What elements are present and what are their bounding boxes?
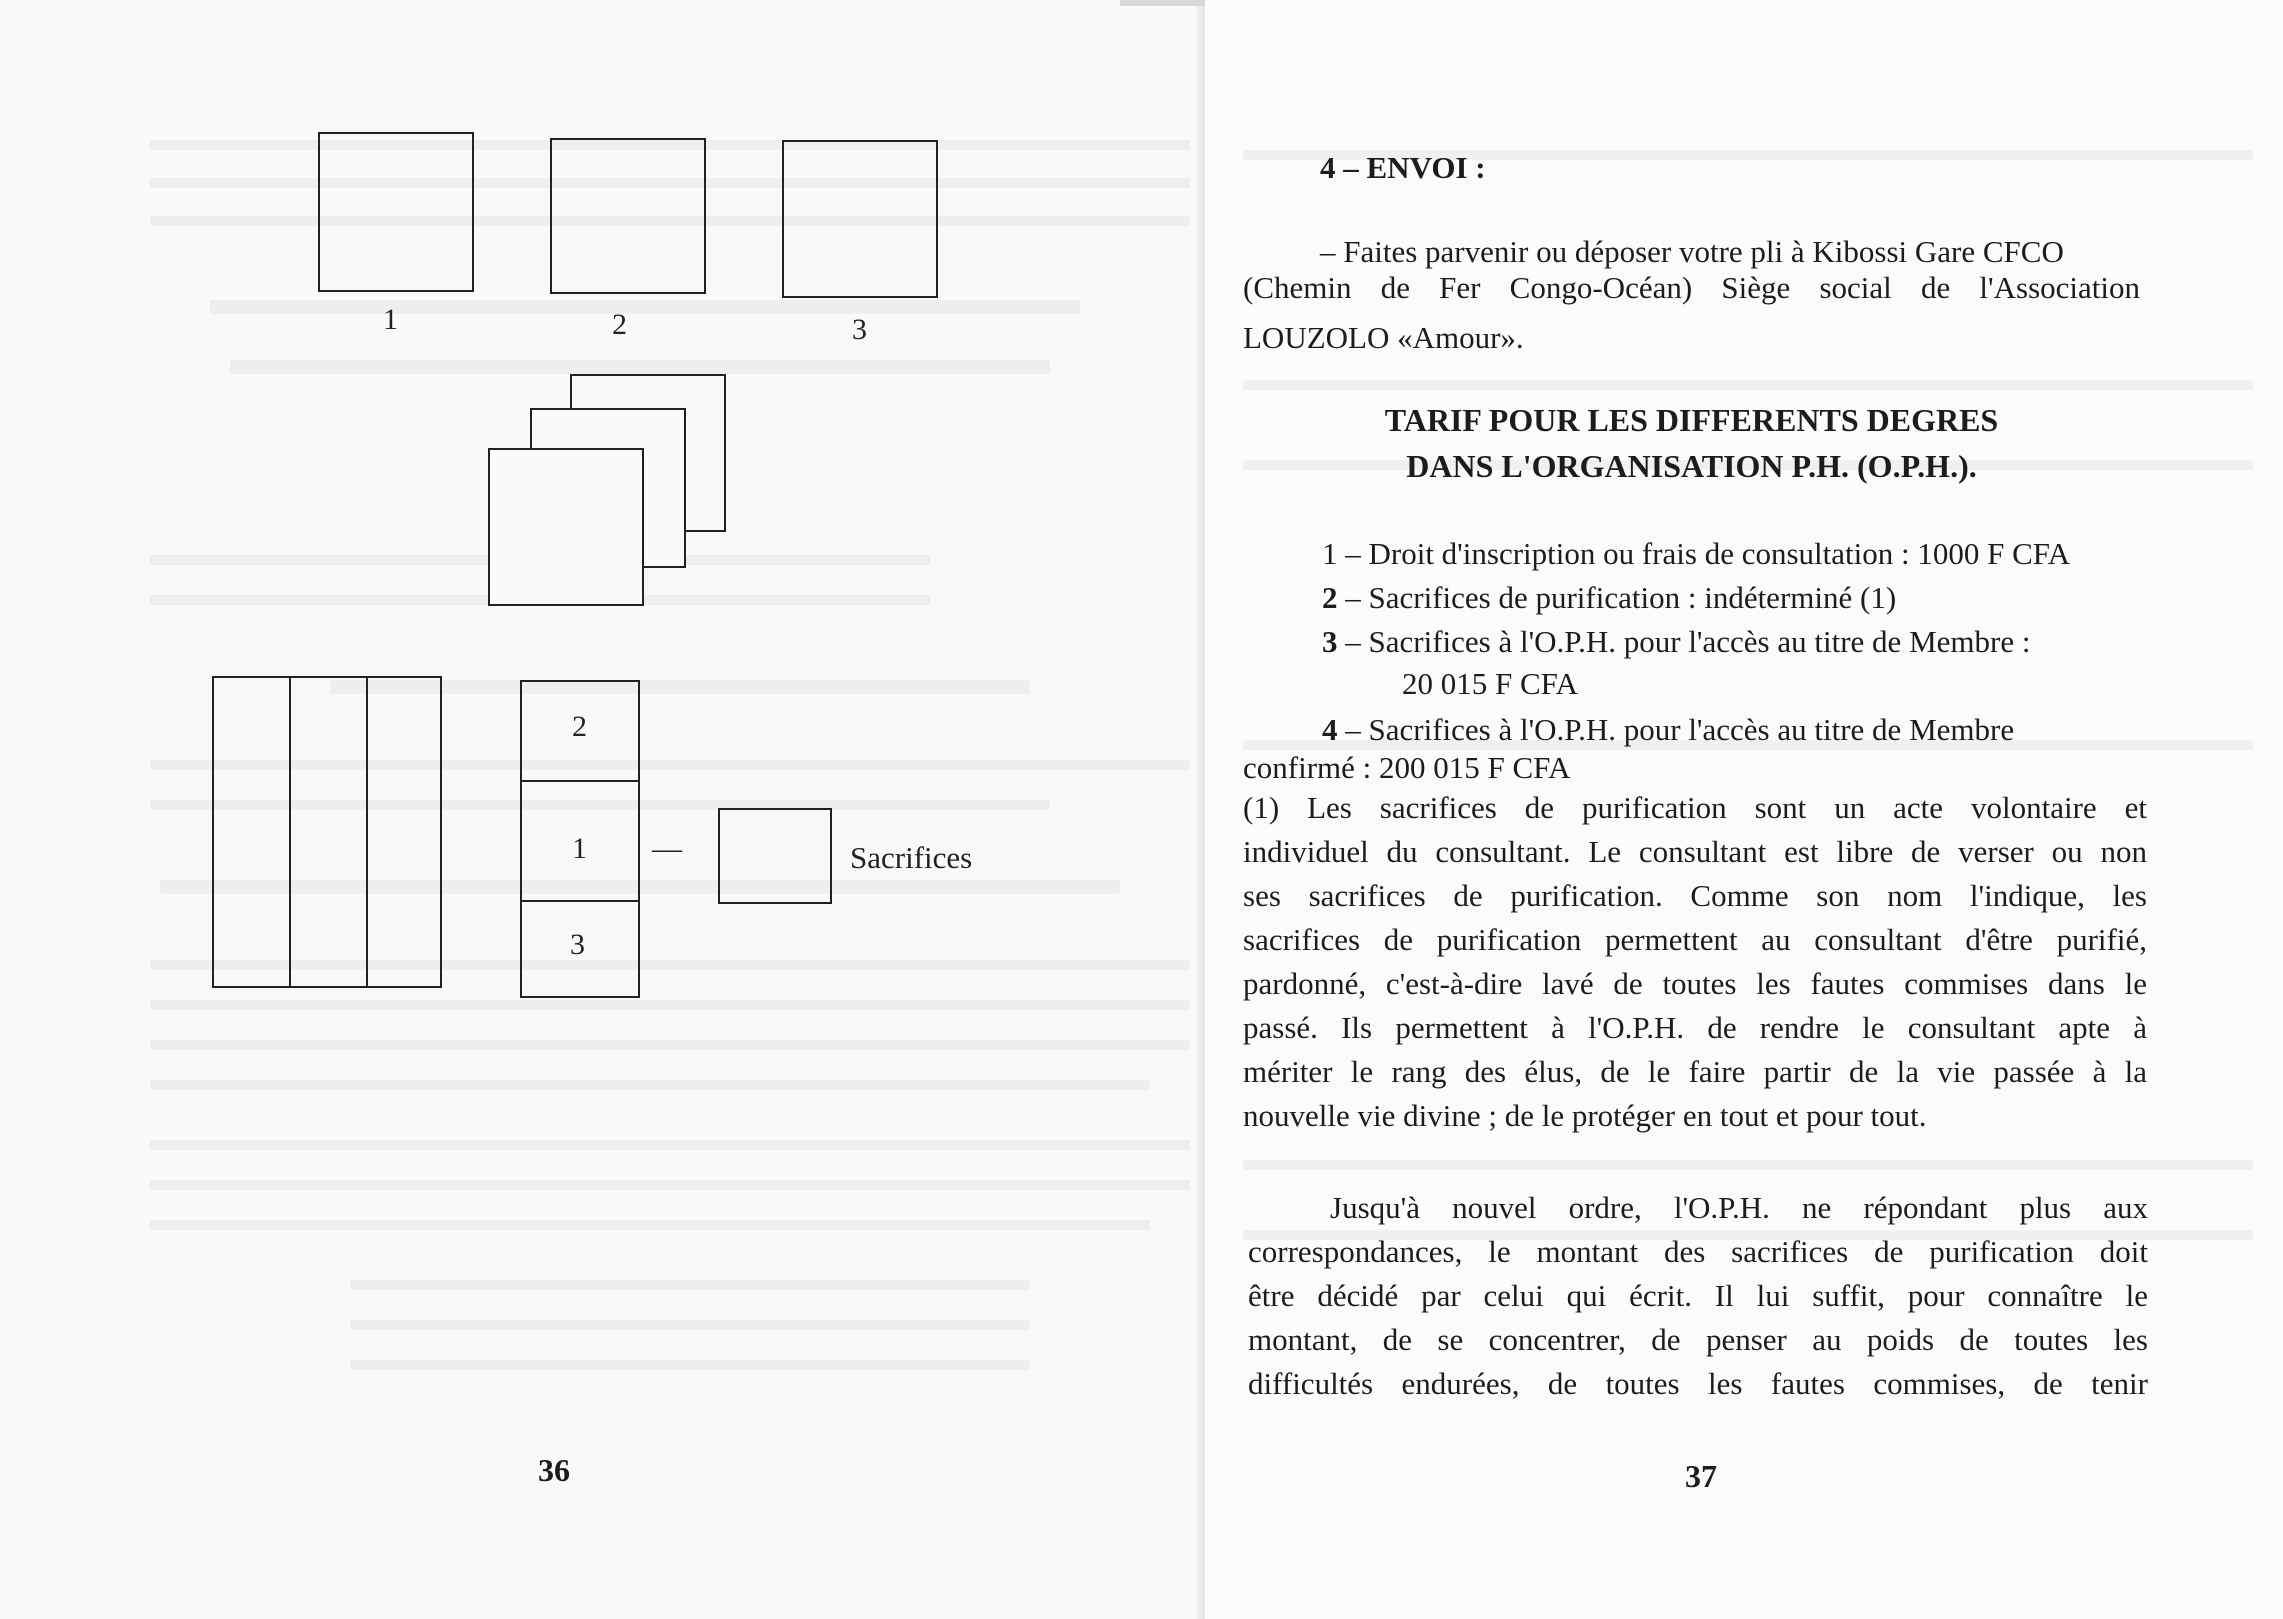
bleed-through-line [350,1280,1030,1290]
page-number: 36 [538,1452,570,1488]
diagram-label: 1 [572,832,587,865]
diagram-label: 3 [852,313,867,346]
paragraph-line: difficultés endurées, de toutes les fautes commises, de tenir [1248,1366,2148,1401]
paragraph-line: correspondances, le montant des sacrifices de purification doit [1248,1234,2148,1269]
envoi-heading: 4 – ENVOI : [1320,150,1486,185]
bleed-through-line [150,1040,1190,1050]
tarif-item [1322,532,2070,576]
bleed-through-line [150,1140,1190,1150]
connector-dash: — [652,832,682,865]
footnote-line: ses sacrifices de purification. Comme son nom l'indique, les [1243,878,2147,913]
tarif-item-text: – Droit d'inscription ou frais de consultation : 1000 F CFA [1345,536,2071,571]
fold-line [520,900,640,902]
tarif-item-number: 3 [1322,624,1338,659]
tarif-item-text: confirmé : 200 015 F CFA [1243,750,1571,785]
tarif-item-number: 4 [1322,712,1338,747]
stacked-square-front [488,448,644,606]
footnote-line: nouvelle vie divine ; de le protéger en tout et pour tout. [1243,1098,1927,1133]
bleed-through-line [1243,380,2253,390]
bleed-through-line [350,1360,1030,1370]
sacrifices-box [718,808,832,904]
bleed-through-line [350,1320,1030,1330]
tarif-item [1322,620,2030,664]
footnote-line: pardonné, c'est-à-dire lavé de toutes les fautes commises dans le [1243,966,2147,1001]
bleed-through-line [230,360,1050,374]
footnote-line: mériter le rang des élus, de le faire partir de la vie passée à la [1243,1054,2147,1089]
envelope-fold-line [366,676,368,988]
diagram-label: 2 [612,308,627,341]
tarif-item-text: – Sacrifices de purification : indéterminé (1) [1345,580,1897,615]
tarif-heading-line-1: TARIF POUR LES DIFFERENTS DEGRES [1384,402,1999,438]
tarif-item-number: 2 [1322,580,1338,615]
paragraph-line: être décidé par celui qui écrit. Il lui suffit, pour connaître le [1248,1278,2148,1313]
bleed-through-line [210,300,1080,314]
diagram-label: 3 [570,928,585,961]
diagram-square-3 [782,140,938,298]
envoi-line: LOUZOLO «Amour». [1243,320,1524,355]
tarif-item-text: – Sacrifices à l'O.P.H. pour l'accès au titre de Membre [1345,712,2015,747]
sacrifices-label: Sacrifices [850,840,973,875]
tarif-item [1322,576,1896,620]
bleed-through-line [150,1080,1150,1090]
diagram-square-1 [318,132,474,292]
bleed-through-line [150,1180,1190,1190]
footnote-line: passé. Ils permettent à l'O.P.H. de rendre le consultant apte à [1243,1010,2147,1045]
tarif-item-text: 20 015 F CFA [1402,666,1578,701]
fold-line [520,780,640,782]
bleed-through-line [1243,1160,2253,1170]
bleed-through-line [150,1000,1190,1010]
diagram-label: 1 [383,303,398,336]
tarif-item-continuation [1402,662,1578,706]
envelope-fold-line [289,676,291,988]
tarif-heading-line-2: DANS L'ORGANISATION P.H. (O.P.H.). [1406,448,1977,484]
page-number: 37 [1685,1458,1717,1494]
footnote-line: individuel du consultant. Le consultant est libre de verser ou non [1243,834,2147,869]
paragraph-line: montant, de se concentrer, de penser au poids de toutes les [1248,1322,2148,1357]
tarif-item-text: – Sacrifices à l'O.P.H. pour l'accès au titre de Membre : [1345,624,2031,659]
tarif-item-number: 1 [1322,536,1338,571]
paragraph-line: Jusqu'à nouvel ordre, l'O.P.H. ne répondant plus aux [1330,1190,2148,1225]
envelope-outline [212,676,442,988]
footnote-line: sacrifices de purification permettent au consultant d'être purifié, [1243,922,2147,957]
diagram-label: 2 [572,710,587,743]
footnote-line: (1) Les sacrifices de purification sont un acte volontaire et [1243,790,2147,825]
diagram-square-2 [550,138,706,294]
envoi-line: (Chemin de Fer Congo-Océan) Siège social de l'Association [1243,270,2140,305]
tarif-item-continuation [1243,746,1571,790]
bleed-through-line [150,1220,1150,1230]
envoi-line: – Faites parvenir ou déposer votre pli à Kibossi Gare CFCO [1320,234,2064,269]
